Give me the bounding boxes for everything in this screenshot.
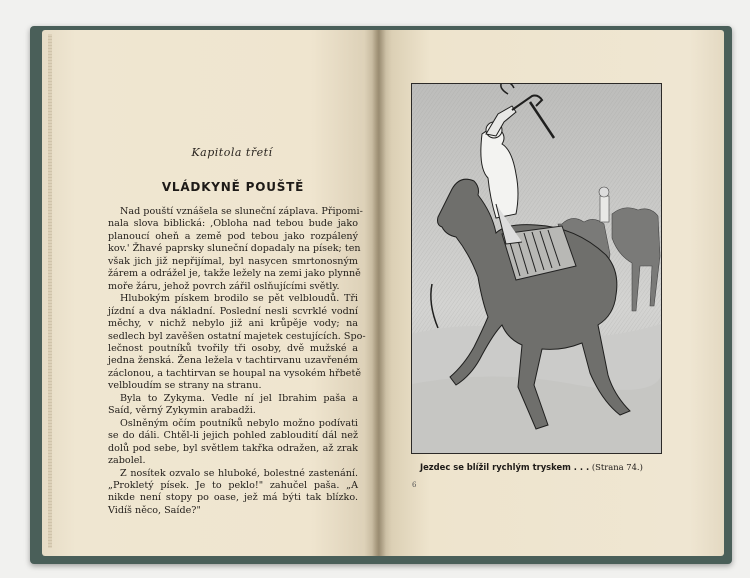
text-line: velbloudím se strany na stranu. [108, 380, 262, 392]
text-line: moře žáru, jehož povrch zářil oslňujícími světly. [108, 280, 340, 292]
text-line: planoucí oheň a země pod tebou jako rozpálený [108, 230, 358, 242]
text-line: zabolel. [108, 455, 146, 467]
text-line: Oslněným očím poutníků nebylo možno podívati [120, 417, 358, 429]
text-line: kov.' Žhavé paprsky sluneční dopadaly na písek; ten [108, 243, 361, 255]
text-line: Byla to Zykyma. Vedle ní jel Ibrahim paša a [120, 392, 358, 404]
text-line: Nad pouští vznášela se sluneční záplava. Připomi- [120, 206, 363, 217]
text-line: však jich již nepřijímal, byl nasycen smrtonosným [108, 255, 358, 267]
text-line: žárem a odrážel je, takže ležely na zemi jako plynně [108, 268, 361, 280]
book-gutter [372, 30, 386, 556]
text-line: Vidíš něco, Saíde?" [108, 504, 201, 516]
text-line: sedlech byl zavěšen ostatní majetek cestujících. Spo- [108, 330, 366, 342]
text-line: nala slova biblická: ‚Obloha nad tebou bude jako [108, 218, 358, 230]
text-line: nikde není stopy po oase, jež má býti tak blízko. [108, 492, 358, 504]
text-line: Hlubokým pískem brodilo se pět velbloudů. Tři [120, 293, 358, 305]
chapter-title: VLÁDKYNĚ POUŠTĚ [161, 180, 305, 194]
text-line: se do dáli. Chtěl-li jejich pohled zabloudití dál než [108, 430, 358, 442]
caption-page-ref: (Strana 74.) [591, 462, 643, 472]
chapter-label: Kapitola třetí [191, 146, 273, 159]
caption-text: Jezdec se blížil rychlým tryskem . . . [420, 462, 590, 472]
page-number: 6 [412, 481, 417, 489]
illustration-camel-rider [411, 83, 662, 454]
text-line: Saíd, věrný Zykymin arabadži. [108, 405, 256, 417]
text-line: lečnost poutníků tvořily tři osoby, dvě mužské a [108, 342, 358, 354]
text-line: „Prokletý písek. Je to peklo!" zahučel paša. „A [108, 479, 358, 491]
text-line: Z nosítek ozvalo se hluboké, bolestné zastenání. [120, 467, 358, 479]
text-line: záclonou, a tachtirvan se houpal na vysokém hřbetě [108, 367, 362, 379]
chapter-text [108, 206, 366, 517]
illustration-caption [420, 462, 666, 472]
text-line: měchy, v nichž nebylo již ani krůpěje vody; na [108, 318, 358, 330]
text-line: jedna ženská. Žena ležela v tachtirvanu uzavřeném [108, 355, 358, 367]
page-edges [48, 34, 52, 548]
text-line: dolů pod sebe, byl světlem takřka odražen, až zrak [108, 442, 358, 454]
text-line: jízdní a dva nákladní. Poslední nesli scvrklé vodní [108, 305, 358, 317]
